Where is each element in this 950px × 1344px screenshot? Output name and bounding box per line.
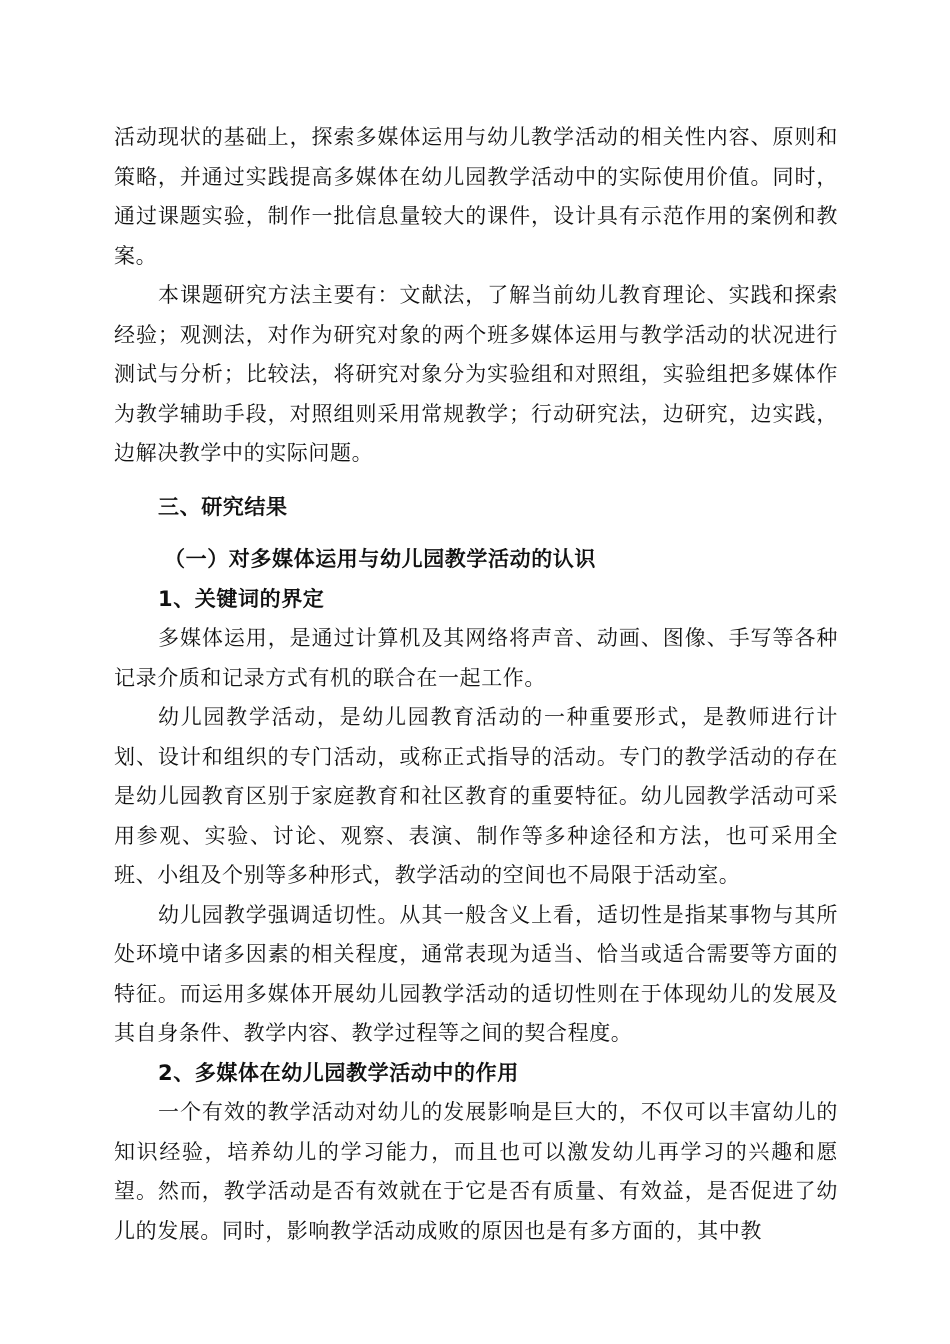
paragraph-kindergarten-teaching-definition: 幼儿园教学活动，是幼儿园教育活动的一种重要形式，是教师进行计划、设计和组织的专门活动，或称正式指导的活动。专门的教学活动的存在是幼儿园教育区别于家庭教育和社区教育的重要特征。幼儿园教学活动可采用参观、实验、讨论、观察、表演、制作等多种途径和方法，也可采用全班、小组及个别等多种形式，教学活动的空间也不局限于活动室。: [114, 705, 838, 887]
paragraph-appropriateness: 幼儿园教学强调适切性。从其一般含义上看，适切性是指某事物与其所处环境中诸多因素的相关程度，通常表现为适当、恰当或适合需要等方面的特征。而运用多媒体开展幼儿园教学活动的适切性则在于体现幼儿的发展及其自身条件、教学内容、教学过程等之间的契合程度。: [114, 902, 838, 1045]
item-heading-keyword-definition: 1、关键词的界定: [158, 586, 325, 611]
paragraph-research-goal: 活动现状的基础上，探索多媒体运用与幼儿教学活动的相关性内容、原则和策略，并通过实践提高多媒体在幼儿园教学活动中的实际使用价值。同时，通过课题实验，制作一批信息量较大的课件，设计具有示范作用的案例和教案。: [114, 125, 838, 268]
subsection-heading-understanding: （一）对多媒体运用与幼儿园教学活动的认识: [164, 547, 596, 571]
document-body: [114, 118, 838, 1251]
paragraph-research-methods: 本课题研究方法主要有：文献法，了解当前幼儿教育理论、实践和探索经验；观测法，对作为研究对象的两个班多媒体运用与教学活动的状况进行测试与分析；比较法，将研究对象分为实验组和对照组，实验组把多媒体作为教学辅助手段，对照组则采用常规教学；行动研究法，边研究，边实践，边解决教学中的实际问题。: [114, 283, 838, 465]
paragraph-multimedia-definition: 多媒体运用，是通过计算机及其网络将声音、动画、图像、手写等各种记录介质和记录方式有机的联合在一起工作。: [114, 626, 838, 690]
item-heading-multimedia-role: 2、多媒体在幼儿园教学活动中的作用: [158, 1060, 519, 1085]
section-heading-results: 三、研究结果: [158, 494, 288, 519]
paragraph-effective-teaching: 一个有效的教学活动对幼儿的发展影响是巨大的，不仅可以丰富幼儿的知识经验，培养幼儿的学习能力，而且也可以激发幼儿再学习的兴趣和愿望。然而，教学活动是否有效就在于它是否有质量、有效益，是否促进了幼儿的发展。同时，影响教学活动成败的原因也是有多方面的，其中教: [114, 1100, 838, 1243]
